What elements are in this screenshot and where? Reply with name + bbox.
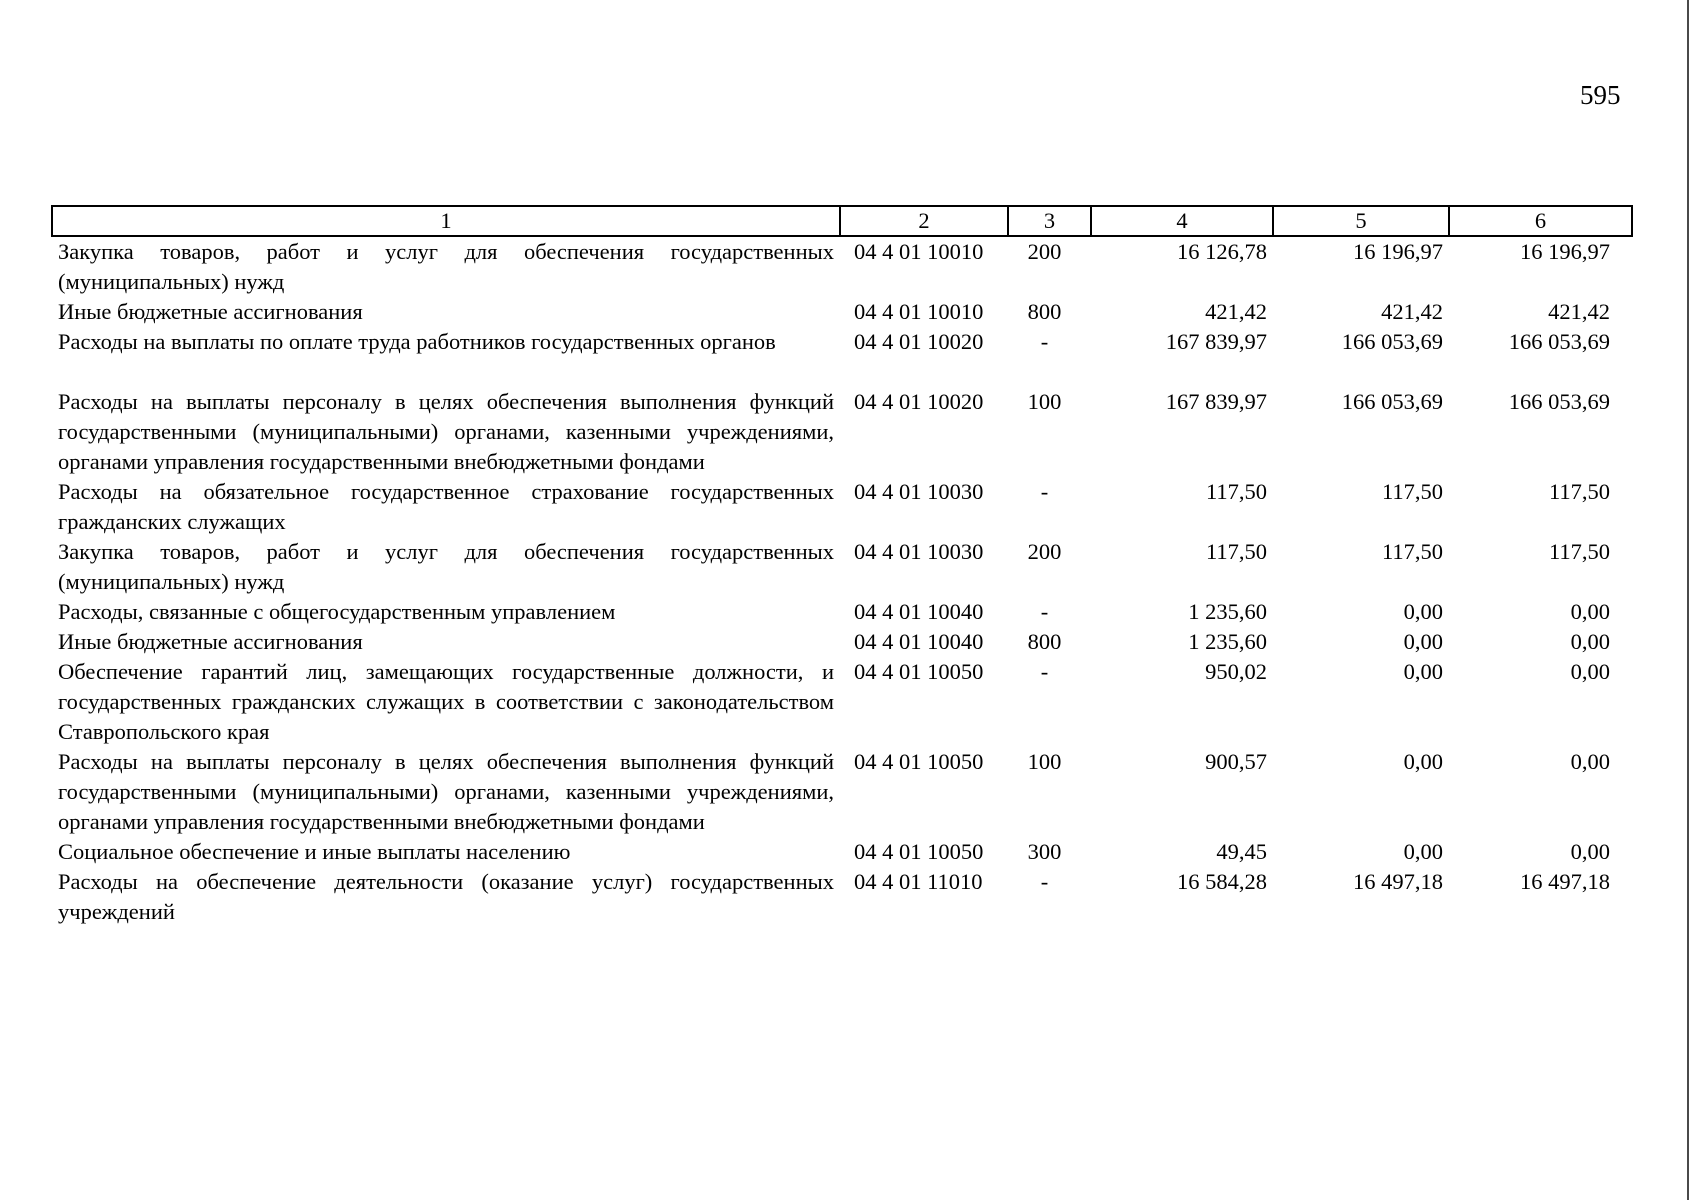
table-row: [52, 837, 1632, 867]
row-amount-col6: 166 053,69: [1508, 389, 1610, 414]
row-amount-col4: 1 235,60: [1188, 599, 1267, 624]
row-amount-col5: 0,00: [1403, 839, 1443, 864]
row-amount-col4: 950,02: [1205, 659, 1267, 684]
header-cell-3: 3: [1008, 206, 1091, 236]
table-row: [52, 867, 1632, 927]
table-row: [52, 477, 1632, 537]
row-expense-type: -: [1040, 599, 1049, 624]
row-amount-col4: 117,50: [1205, 539, 1267, 564]
row-code: 04 4 01 10040: [854, 629, 984, 654]
row-expense-type: 800: [1027, 629, 1062, 654]
table-body: [52, 236, 1632, 927]
table-row: [52, 387, 1632, 477]
spacer-cell: [52, 357, 1632, 387]
row-code: 04 4 01 11010: [854, 869, 983, 894]
row-name: Расходы на выплаты по оплате труда работников государственных органов: [58, 329, 776, 354]
row-amount-col6: 117,50: [1548, 539, 1610, 564]
row-code: 04 4 01 10010: [854, 239, 984, 264]
row-code: 04 4 01 10050: [854, 839, 984, 864]
row-code: 04 4 01 10010: [854, 299, 984, 324]
row-amount-col6: 117,50: [1548, 479, 1610, 504]
row-amount-col6: 0,00: [1570, 629, 1610, 654]
row-name: Расходы на обязательное государственное страхование государственных гражданских служащих: [58, 479, 834, 534]
row-name: Расходы, связанные с общегосударственным управлением: [58, 599, 616, 624]
table-row: [52, 327, 1632, 357]
row-name: Расходы на выплаты персоналу в целях обеспечения выполнения функций государственными (муниципальными) органами, казенными учреждениями, органами управления государственными внебюджетными фондами: [58, 389, 834, 474]
header-cell-1: 1: [52, 206, 840, 236]
row-code: 04 4 01 10020: [854, 389, 984, 414]
row-name: Расходы на обеспечение деятельности (оказание услуг) государственных учреждений: [58, 869, 834, 924]
row-expense-type: -: [1040, 479, 1049, 504]
table-row: [52, 537, 1632, 597]
row-expense-type: -: [1040, 869, 1049, 894]
row-name: Расходы на выплаты персоналу в целях обеспечения выполнения функций государственными (муниципальными) органами, казенными учреждениями, органами управления государственными внебюджетными фондами: [58, 749, 834, 834]
row-amount-col4: 117,50: [1205, 479, 1267, 504]
row-amount-col5: 166 053,69: [1341, 389, 1443, 414]
row-amount-col4: 167 839,97: [1165, 329, 1267, 354]
header-cell-5: 5: [1273, 206, 1449, 236]
row-amount-col6: 0,00: [1570, 839, 1610, 864]
row-name: Закупка товаров, работ и услуг для обеспечения государственных (муниципальных) нужд: [58, 539, 834, 594]
row-code: 04 4 01 10020: [854, 329, 984, 354]
row-amount-col4: 16 584,28: [1177, 869, 1267, 894]
table-header: [52, 206, 1632, 236]
table-row: [52, 747, 1632, 837]
row-amount-col5: 0,00: [1403, 659, 1443, 684]
row-amount-col5: 16 196,97: [1353, 239, 1443, 264]
row-amount-col5: 0,00: [1403, 599, 1443, 624]
row-amount-col5: 0,00: [1403, 749, 1443, 774]
row-amount-col5: 117,50: [1381, 479, 1443, 504]
budget-table: [51, 205, 1633, 927]
row-expense-type: 100: [1027, 749, 1062, 774]
row-amount-col5: 166 053,69: [1341, 329, 1443, 354]
row-amount-col4: 167 839,97: [1165, 389, 1267, 414]
row-amount-col6: 0,00: [1570, 659, 1610, 684]
spacer-row: [52, 357, 1632, 387]
header-cell-4: 4: [1091, 206, 1273, 236]
page-number: 595: [1580, 80, 1621, 110]
row-amount-col6: 16 497,18: [1520, 869, 1610, 894]
row-amount-col5: 16 497,18: [1353, 869, 1443, 894]
row-name: Закупка товаров, работ и услуг для обеспечения государственных (муниципальных) нужд: [58, 239, 834, 294]
table-row: [52, 657, 1632, 747]
row-amount-col6: 166 053,69: [1508, 329, 1610, 354]
row-amount-col4: 16 126,78: [1177, 239, 1267, 264]
row-amount-col6: 0,00: [1570, 599, 1610, 624]
row-amount-col4: 421,42: [1205, 299, 1267, 324]
row-name: Обеспечение гарантий лиц, замещающих государственные должности, и государственных гражданских служащих в соответствии с законодательством Ставропольского края: [58, 659, 834, 744]
row-amount-col4: 49,45: [1216, 839, 1267, 864]
row-expense-type: -: [1040, 659, 1049, 684]
row-amount-col6: 0,00: [1570, 749, 1610, 774]
header-cell-6: 6: [1449, 206, 1632, 236]
row-expense-type: -: [1040, 329, 1049, 354]
row-expense-type: 200: [1027, 539, 1062, 564]
table-row: [52, 297, 1632, 327]
row-expense-type: 800: [1027, 299, 1062, 324]
row-amount-col4: 1 235,60: [1188, 629, 1267, 654]
row-expense-type: 100: [1027, 389, 1062, 414]
table-row: [52, 236, 1632, 297]
row-name: Иные бюджетные ассигнования: [58, 299, 363, 324]
row-amount-col6: 16 196,97: [1520, 239, 1610, 264]
table-row: [52, 627, 1632, 657]
row-amount-col5: 0,00: [1403, 629, 1443, 654]
row-code: 04 4 01 10050: [854, 659, 984, 684]
row-amount-col6: 421,42: [1548, 299, 1610, 324]
row-code: 04 4 01 10030: [854, 479, 984, 504]
row-name: Иные бюджетные ассигнования: [58, 629, 363, 654]
row-amount-col5: 117,50: [1381, 539, 1443, 564]
row-code: 04 4 01 10030: [854, 539, 984, 564]
row-amount-col5: 421,42: [1381, 299, 1443, 324]
row-name: Социальное обеспечение и иные выплаты населению: [58, 839, 571, 864]
row-expense-type: 300: [1027, 839, 1062, 864]
row-amount-col4: 900,57: [1205, 749, 1267, 774]
row-code: 04 4 01 10040: [854, 599, 984, 624]
table-row: [52, 597, 1632, 627]
scan-edge-line: [1687, 0, 1689, 1200]
header-cell-2: 2: [840, 206, 1008, 236]
row-code: 04 4 01 10050: [854, 749, 984, 774]
header-row: [52, 206, 1632, 236]
row-expense-type: 200: [1027, 239, 1062, 264]
